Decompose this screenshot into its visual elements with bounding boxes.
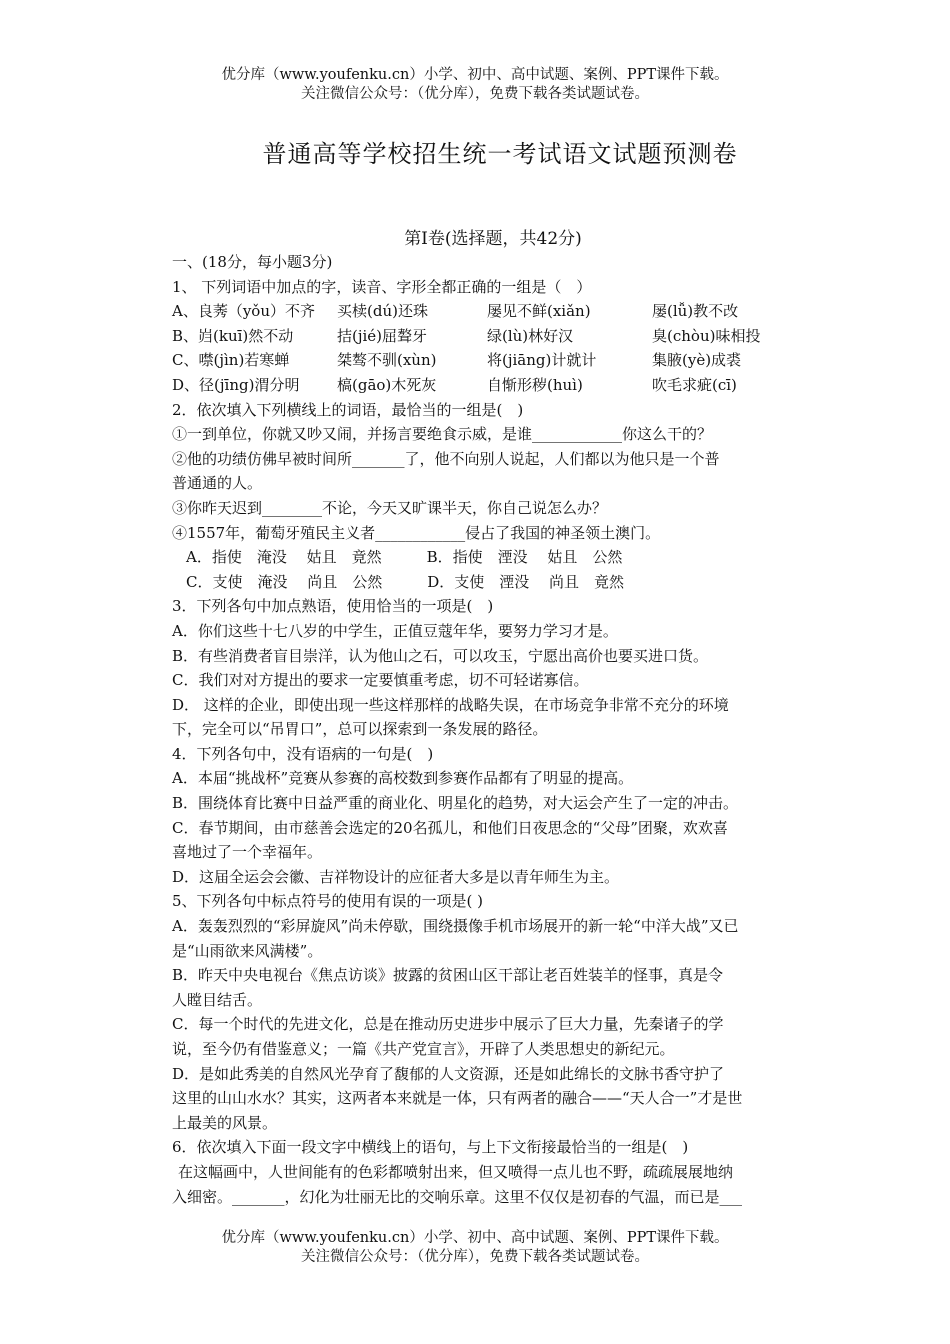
page-footer: [0, 1229, 950, 1267]
question-1: [172, 275, 812, 398]
q5-option-b: B．昨天中央电视台《焦点访谈》披露的贫困山区干部让老百姓装羊的怪事，真是令: [172, 966, 724, 985]
q1-a-1: A、良莠（yǒu）不齐: [172, 302, 315, 321]
q1-d-4: 吹毛求疵(cī): [652, 375, 737, 394]
header-line-1: 优分库（www.youfenku.cn）小学、初中、高中试题、案例、PPT课件下载。: [221, 67, 729, 83]
q1-b-3: 绿(lù)林好汉: [487, 326, 574, 345]
q3-option-d-cont: 下，完全可以“吊胃口”，总可以探索到一条发展的路径。: [172, 720, 548, 739]
q3-option-c: C．我们对对方提出的要求一定要慎重考虑，切不可轻诺寡信。: [172, 671, 589, 690]
q4-option-c: C．春节期间，由市慈善会选定的20名孤儿，和他们日夜思念的“父母”团聚，欢欢喜: [172, 818, 728, 837]
q2-stem: 2．依次填入下列横线上的词语，最恰当的一组是( ): [172, 400, 524, 419]
q1-b-1: B、岿(kuī)然不动: [172, 326, 294, 345]
q6-passage-1: 在这幅画中，人世间能有的色彩都喷射出来，但又喷得一点儿也不野，疏疏展展地纳: [178, 1162, 734, 1181]
q5-option-c: C．每一个时代的先进文化，总是在推动历史进步中展示了巨大力量，先秦诸子的学: [172, 1015, 724, 1034]
q2-options-ab: A．指使 淹没 姑且 竟然 B．指使 湮没 姑且 公然: [186, 548, 623, 567]
q5-option-a-cont: 是“山雨欲来风满楼”。: [172, 941, 323, 960]
q4-option-b: B．围绕体育比赛中日益严重的商业化、明星化的趋势，对大运会产生了一定的冲击。: [172, 794, 739, 813]
section-title: 第Ⅰ卷(选择题，共42分): [404, 229, 582, 249]
q5-option-d-cont-1: 这里的山山水水？其实，这两者本来就是一体，只有两者的融合——“天人合一”才是世: [172, 1089, 743, 1108]
q1-c-2: 桀骜不驯(xùn): [337, 351, 437, 370]
q2-line-4: ③你昨天迟到________不论，今天又旷课半天，你自己说怎么办？: [172, 498, 608, 517]
question-6: [172, 1135, 812, 1209]
q2-line-1: ①一到单位，你就又吵又闹，并扬言要绝食示威，是谁____________你这么干的？: [172, 425, 713, 444]
q4-stem: 4．下列各句中，没有语病的一句是( ): [172, 744, 434, 763]
q3-stem: 3．下列各句中加点熟语，使用恰当的一项是( ): [172, 597, 494, 616]
q2-line-5: ④1557年，葡萄牙殖民主义者____________侵占了我国的神圣领土澳门。: [172, 523, 661, 542]
question-2: [172, 398, 812, 595]
q1-a-3: 屡见不鲜(xiǎn): [487, 302, 591, 321]
q1-stem: 1、 下列词语中加点的字，读音、字形全都正确的一组是（ ）: [172, 277, 592, 296]
q3-option-d: D． 这样的企业，即使出现一些这样那样的战略失误，在市场竞争非常不充分的环境: [172, 695, 729, 714]
footer-line-2: 关注微信公众号：（优分库），免费下载各类试题试卷。: [301, 1249, 649, 1265]
q1-d-1: D、径(jīng)渭分明: [172, 375, 300, 394]
q3-option-b: B．有些消费者盲目崇洋，认为他山之石，可以攻玉，宁愿出高价也要买进口货。: [172, 646, 709, 665]
q6-passage-2: 入细密。_______，幻化为壮丽无比的交响乐章。这里不仅仅是初春的气温，而已是___: [172, 1187, 743, 1206]
q3-option-a: A．你们这些十七八岁的中学生，正值豆蔻年华，要努力学习才是。: [172, 621, 618, 640]
question-3: [172, 594, 812, 742]
q1-b-4: 臭(chòu)味相投: [652, 326, 761, 345]
q1-option-d: [172, 373, 812, 398]
q2-line-3: 普通通的人。: [172, 474, 263, 493]
q5-option-a: A．轰轰烈烈的“彩屏旋风”尚未停歇，围绕摄像手机市场展开的新一轮“中洋大战”又已: [172, 917, 739, 936]
q1-c-1: C、噤(jìn)若寒蝉: [172, 351, 290, 370]
q5-option-d: D．是如此秀美的自然风光孕育了馥郁的人文资源，还是如此绵长的文脉书香守护了: [172, 1064, 725, 1083]
page-header: [0, 66, 950, 104]
question-4: [172, 742, 812, 890]
q1-c-4: 集腋(yè)成裘: [652, 351, 742, 370]
q2-line-2: ②他的功绩仿佛早被时间所_______了，他不向别人说起，人们都以为他只是一个普: [172, 449, 720, 468]
exam-body: [172, 250, 812, 1209]
q1-option-b: [172, 324, 812, 349]
footer-line-1: 优分库（www.youfenku.cn）小学、初中、高中试题、案例、PPT课件下载。: [221, 1230, 729, 1246]
q4-option-a: A．本届“挑战杯”竞赛从参赛的高校数到参赛作品都有了明显的提高。: [172, 769, 634, 788]
header-line-2: 关注微信公众号：（优分库），免费下载各类试题试卷。: [301, 86, 649, 102]
q5-option-c-cont: 说，至今仍有借鉴意义；一篇《共产党宣言》，开辟了人类思想史的新纪元。: [172, 1040, 675, 1058]
q1-option-a: [172, 299, 812, 324]
q5-option-d-cont-2: 上最美的风景。: [172, 1113, 278, 1132]
q6-stem: 6．依次填入下面一段文字中横线上的语句，与上下文衔接最恰当的一组是( ): [172, 1138, 689, 1157]
q1-option-c: [172, 348, 812, 373]
question-5: [172, 889, 812, 1135]
q5-stem: 5、下列各句中标点符号的使用有误的一项是( ): [172, 892, 484, 911]
q1-d-3: 自惭形秽(huì): [487, 375, 583, 394]
q1-c-3: 将(jiāng)计就计: [487, 351, 597, 370]
q4-option-d: D．这届全运会会徽、吉祥物设计的应征者大多是以青年师生为主。: [172, 867, 620, 886]
q1-a-2: 买椟(dú)还珠: [337, 302, 428, 321]
document-title: 普通高等学校招生统一考试语文试题预测卷: [262, 140, 738, 168]
q2-options-cd: C．支使 淹没 尚且 公然 D．支使 湮没 尚且 竟然: [186, 572, 625, 591]
q1-a-4: 屡(lǚ)教不改: [652, 302, 739, 321]
q1-d-2: 槁(gāo)木死灰: [337, 375, 437, 394]
part-heading: 一、(18分，每小题3分): [172, 253, 333, 271]
q5-option-b-cont: 人瞠目结舌。: [172, 990, 263, 1009]
q4-option-c-cont: 喜地过了一个幸福年。: [172, 843, 323, 862]
q1-b-2: 拮(jié)屈聱牙: [337, 326, 428, 345]
